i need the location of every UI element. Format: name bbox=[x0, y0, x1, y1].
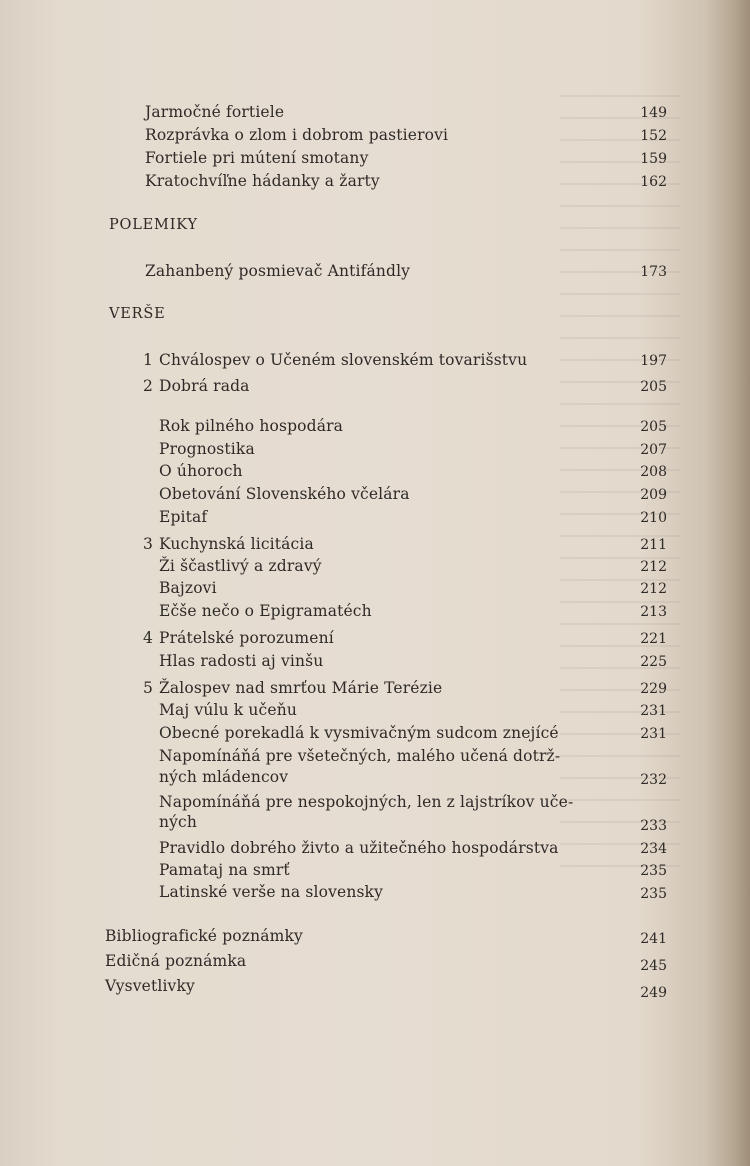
toc-entry-title: Napomínáňá pre nespokojných, len z lajstríkov uče- bbox=[159, 793, 574, 811]
toc-entry-title: Rozprávka o zlom i dobrom pastierovi bbox=[145, 126, 449, 144]
toc-entry-numbered bbox=[143, 678, 442, 698]
toc-entry-page: 249 bbox=[640, 985, 667, 1001]
toc-entry-title: Obecné porekadlá k vysmivačným sudcom znejícé bbox=[159, 724, 559, 742]
toc-entry-page: 207 bbox=[640, 442, 667, 458]
toc-entry-title: O úhoroch bbox=[159, 462, 243, 480]
toc-entry-page: 234 bbox=[640, 841, 667, 857]
toc-entry-title: Vysvetlivky bbox=[105, 977, 195, 995]
toc-entry-page: 209 bbox=[640, 487, 667, 503]
toc-entry-title: Latinské verše na slovensky bbox=[159, 883, 384, 901]
toc-entry-numbered bbox=[143, 376, 250, 396]
toc-entry-title: Kratochvíľne hádanky a žarty bbox=[145, 172, 380, 190]
toc-entry-page: 235 bbox=[640, 863, 667, 879]
toc-entry-title: Maj vúlu k učeňu bbox=[159, 701, 297, 719]
toc-entry-title: Žalospev nad smrťou Márie Terézie bbox=[159, 679, 443, 697]
toc-entry-title: Rok pilného hospodára bbox=[159, 417, 344, 435]
toc-entry-title-continuation: ných mládencov bbox=[159, 768, 289, 786]
toc-entry-title: Prátelské porozumení bbox=[159, 629, 334, 647]
toc-entry-title: Kuchynská licitácia bbox=[159, 535, 314, 553]
toc-entry-page: 212 bbox=[640, 559, 667, 575]
section-heading-polemiky: POLEMIKY bbox=[109, 217, 198, 233]
toc-entry-numbered bbox=[143, 534, 314, 554]
toc-entry-numbered bbox=[143, 628, 334, 648]
toc-entry-title: Ečše nečo o Epigramatéch bbox=[159, 602, 372, 620]
toc-entry-page: 197 bbox=[640, 353, 667, 369]
toc-entry-number: 1 bbox=[143, 351, 154, 369]
toc-entry-page: 149 bbox=[640, 105, 667, 121]
toc-entry-page: 229 bbox=[640, 681, 667, 697]
toc-entry-page: 233 bbox=[640, 818, 667, 834]
toc-entry-page: 205 bbox=[640, 379, 667, 395]
toc-entry-page: 232 bbox=[640, 772, 667, 788]
toc-entry-page: 225 bbox=[640, 654, 667, 670]
toc-entry-title: Dobrá rada bbox=[159, 377, 250, 395]
toc-entry-title: Ži ščastlivý a zdravý bbox=[159, 557, 322, 575]
toc-entry-title: Bajzovi bbox=[159, 579, 217, 597]
toc-entry-page: 245 bbox=[640, 958, 667, 974]
toc-entry-page: 205 bbox=[640, 419, 667, 435]
toc-entry-page: 211 bbox=[640, 537, 667, 553]
toc-entry-number: 3 bbox=[143, 535, 154, 553]
toc-entry-page: 221 bbox=[640, 631, 667, 647]
toc-entry-title: Napomínáňá pre všetečných, malého učená dotrž- bbox=[159, 747, 561, 765]
toc-entry-title: Edičná poznámka bbox=[105, 952, 247, 970]
toc-entry-title: Zahanbený posmievač Antifándly bbox=[145, 262, 411, 280]
toc-entry-page: 162 bbox=[640, 174, 667, 190]
section-heading-verse: VERŠE bbox=[109, 306, 166, 322]
toc-entry-title: Prognostika bbox=[159, 440, 255, 458]
toc-entry-title-continuation: ných bbox=[159, 813, 198, 831]
toc-entry-number: 5 bbox=[143, 679, 154, 697]
toc-entry-page: 213 bbox=[640, 604, 667, 620]
toc-entry-title: Jarmočné fortiele bbox=[145, 103, 285, 121]
toc-entry-number: 2 bbox=[143, 377, 154, 395]
toc-entry-page: 241 bbox=[640, 931, 667, 947]
toc-entry-page: 173 bbox=[640, 264, 667, 280]
toc-entry-title: Fortiele pri mútení smotany bbox=[145, 149, 369, 167]
toc-entry-title: Bibliografické poznámky bbox=[105, 927, 303, 945]
toc-entry-page: 208 bbox=[640, 464, 667, 480]
toc-entry-page: 235 bbox=[640, 886, 667, 902]
toc-entry-page: 212 bbox=[640, 581, 667, 597]
toc-entry-page: 231 bbox=[640, 703, 667, 719]
toc-entry-page: 152 bbox=[640, 128, 667, 144]
toc-entry-title: Chválospev o Učeném slovenském tovarišstvu bbox=[159, 351, 528, 369]
toc-entry-number: 4 bbox=[143, 629, 154, 647]
toc-entry-title: Pravidlo dobrého živto a užitečného hospodárstva bbox=[159, 839, 559, 857]
toc-entry-page: 210 bbox=[640, 510, 667, 526]
toc-entry-title: Pamataj na smrť bbox=[159, 861, 290, 879]
toc-entry-title: Hlas radosti aj vinšu bbox=[159, 652, 324, 670]
toc-entry-title: Epitaf bbox=[159, 508, 208, 526]
toc-entry-title: Obetování Slovenského včelára bbox=[159, 485, 410, 503]
toc-entry-numbered bbox=[143, 350, 527, 370]
toc-entry-page: 231 bbox=[640, 726, 667, 742]
toc-entry-page: 159 bbox=[640, 151, 667, 167]
